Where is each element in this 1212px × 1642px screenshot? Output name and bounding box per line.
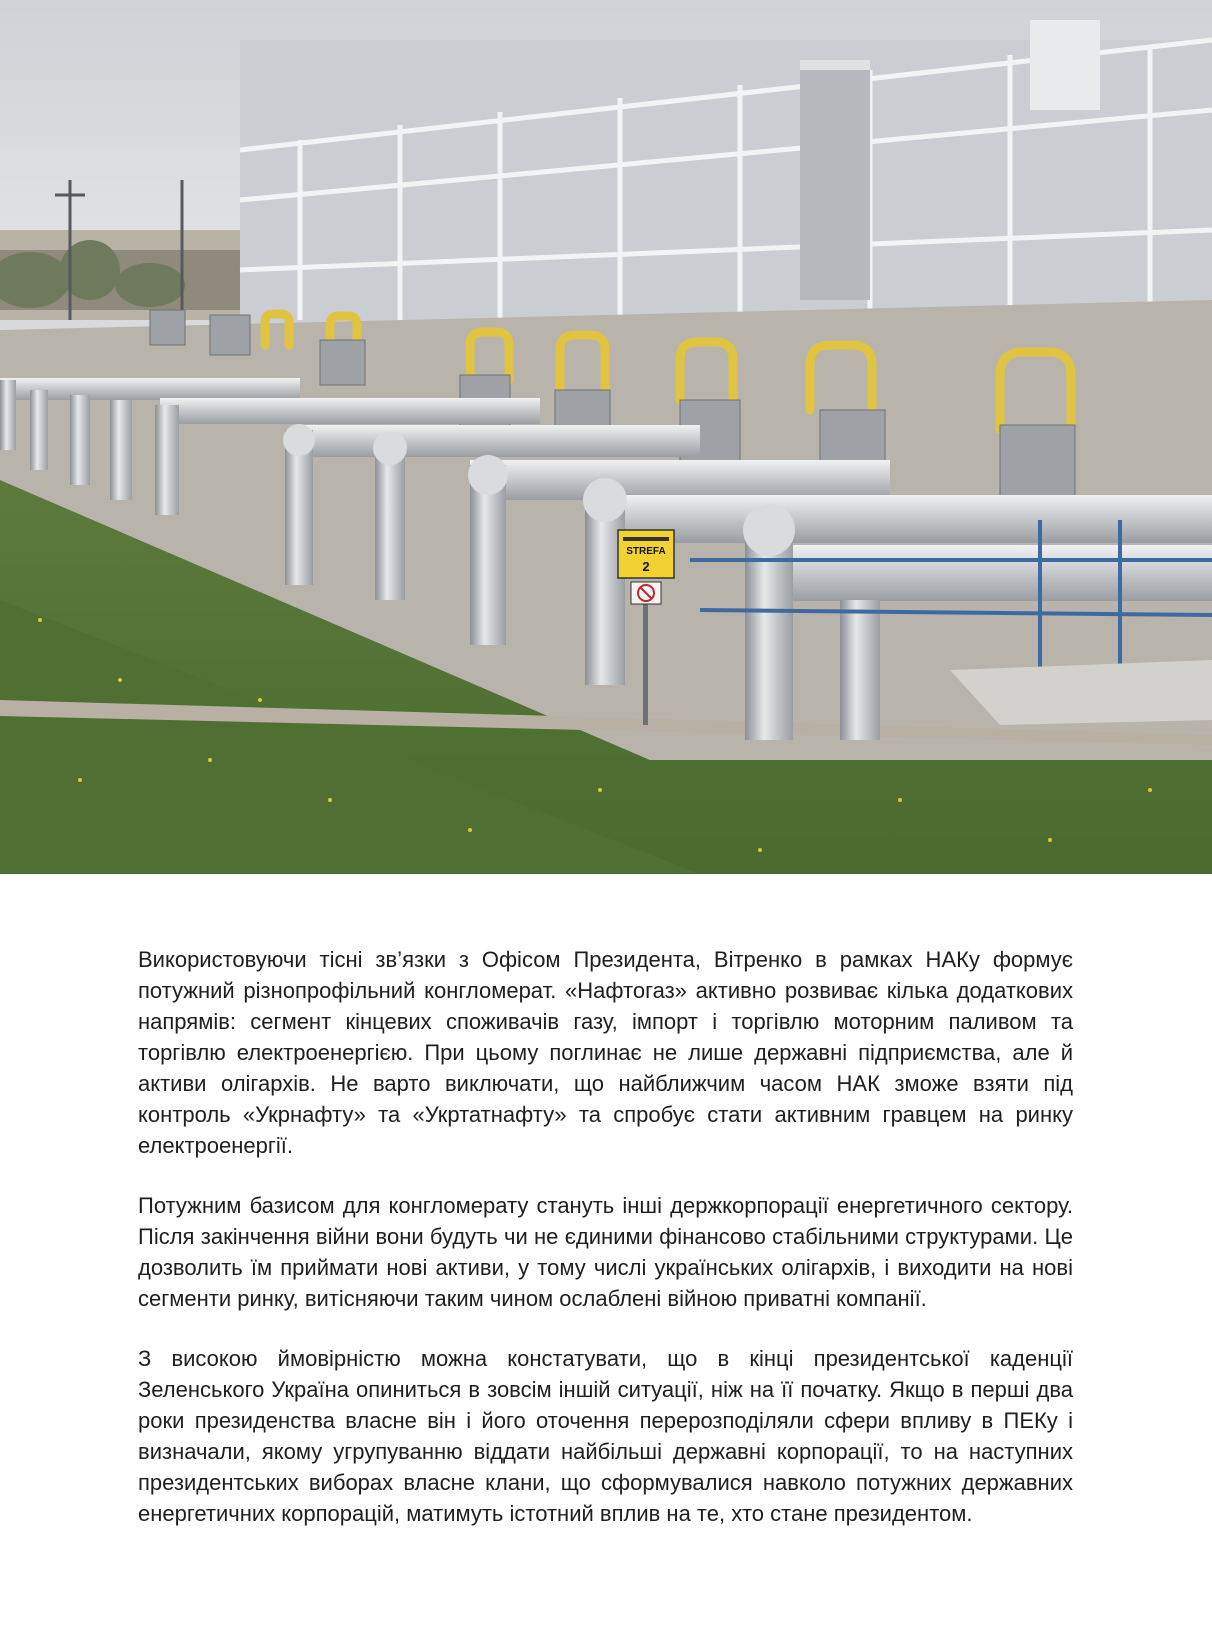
article-body	[138, 944, 1073, 1558]
article-paragraph-1: Використовуючи тісні зв’язки з Офісом Президента, Вітренко в рамках НАКу формує потужний різнопрофільний конгломерат. «Нафтогаз» активно розвиває кілька додаткових напрямів: сегмент кінцевих споживачів газу, імпорт і торгівлю моторним паливом та торгівлю електроенергією. При цьому поглинає не лише державні підприємства, але й активи олігархів. Не варто виключати, що найближчим часом НАК зможе взяти під контроль «Укрнафту» та «Укртатнафту» та спробує стати активним гравцем на ринку електроенергії.	[138, 947, 1073, 1158]
sign-zone-label: STREFA	[626, 546, 666, 557]
sign-zone-number: 2	[642, 559, 650, 574]
article-paragraph-3: З високою ймовірністю можна констатувати, що в кінці президентської каденції Зеленського Україна опиниться в зовсім іншій ситуації, ніж на її початку. Якщо в перші два роки президенства власне він і його оточення перерозподіляли сфери впливу в ПЕКу і визначали, якому угрупуванню віддати найбільші державні корпорації, то на наступних президентських виборах власне клани, що сформувалися навколо потужних державних енергетичних корпорацій, матимуть істотний вплив на те, хто стане президентом.	[138, 1346, 1073, 1526]
article-paragraph-2: Потужним базисом для конгломерату стануть інші держкорпорації енергетичного сектору. Після закінчення війни вони будуть чи не єдиними фінансово стабільними структурами. Це дозволить їм приймати нові активи, у тому числі українських олігархів, і виходити на нові сегменти ринку, витісняючи таким чином ослаблені війною приватні компанії.	[138, 1193, 1073, 1311]
